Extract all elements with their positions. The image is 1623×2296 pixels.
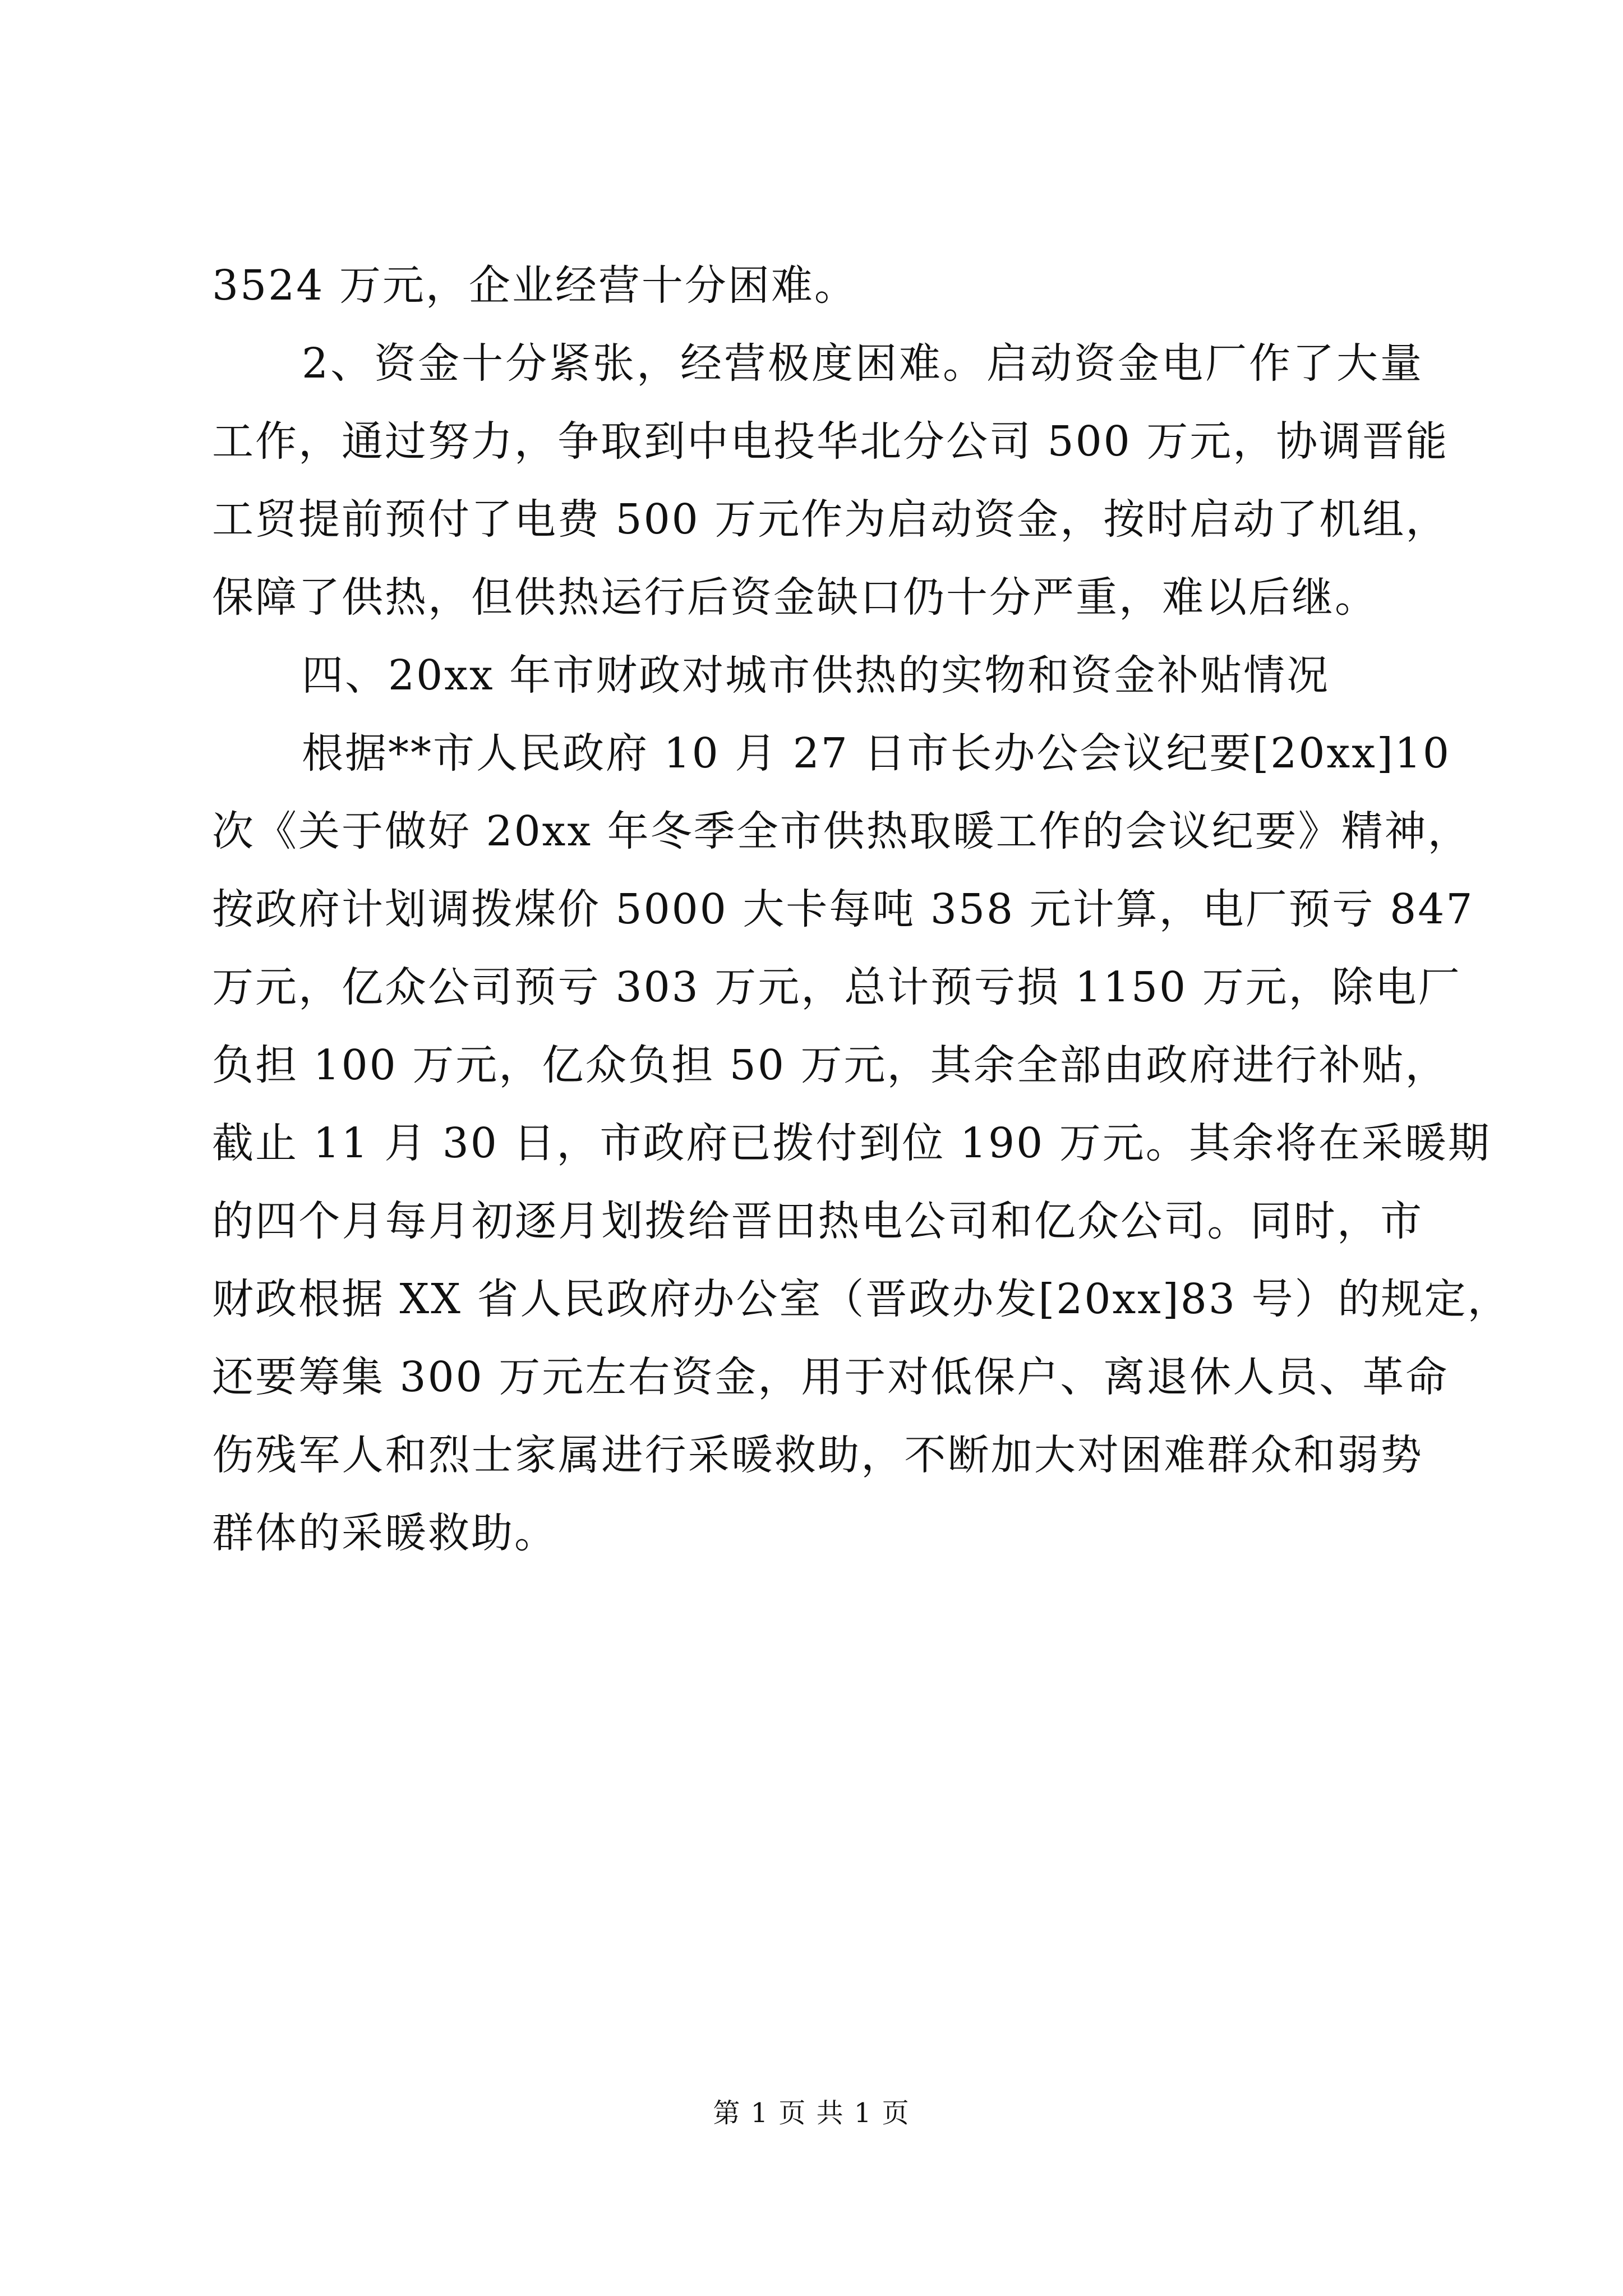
paragraph-line: 伤残军人和烈士家属进行采暖救助，不断加大对困难群众和弱势 (212, 1431, 1423, 1479)
paragraph-line: 财政根据 XX 省人民政府办公室（晋政办发[20xx]83 号）的规定， (212, 1275, 1511, 1323)
paragraph-line: 的四个月每月初逐月划拨给晋田热电公司和亿众公司。同时，市 (212, 1197, 1423, 1245)
paragraph-line: 次《关于做好 20xx 年冬季全市供热取暖工作的会议纪要》精神， (212, 807, 1471, 855)
document-body (212, 247, 1511, 1572)
page-footer (0, 2096, 1623, 2130)
paragraph-line: 保障了供热，但供热运行后资金缺口仍十分严重，难以后继。 (212, 573, 1378, 622)
paragraph-line: 工作，通过努力，争取到中电投华北分公司 500 万元，协调晋能 (212, 417, 1449, 466)
page-number: 第 1 页 共 1 页 (713, 2097, 910, 2129)
section-heading: 四、20xx 年市财政对城市供热的实物和资金补贴情况 (302, 651, 1330, 700)
paragraph-line: 群体的采暖救助。 (212, 1509, 557, 1557)
paragraph-line: 还要筹集 300 万元左右资金，用于对低保户、离退休人员、革命 (212, 1353, 1449, 1401)
paragraph-line: 根据**市人民政府 10 月 27 日市长办公会议纪要[20xx]10 (302, 729, 1451, 777)
paragraph-line: 2、资金十分紧张，经营极度困难。启动资金电厂作了大量 (302, 339, 1423, 388)
paragraph-line: 负担 100 万元，亿众负担 50 万元，其余全部由政府进行补贴， (212, 1041, 1449, 1089)
paragraph-line: 工贸提前预付了电费 500 万元作为启动资金，按时启动了机组， (212, 495, 1449, 544)
paragraph-line: 按政府计划调拨煤价 5000 大卡每吨 358 元计算，电厂预亏 847 (212, 885, 1474, 933)
paragraph-line: 万元，亿众公司预亏 303 万元，总计预亏损 1150 万元，除电厂 (212, 963, 1461, 1011)
paragraph-line: 3524 万元，企业经营十分困难。 (212, 261, 857, 310)
paragraph-line: 截止 11 月 30 日，市政府已拨付到位 190 万元。其余将在采暖期 (212, 1119, 1491, 1167)
